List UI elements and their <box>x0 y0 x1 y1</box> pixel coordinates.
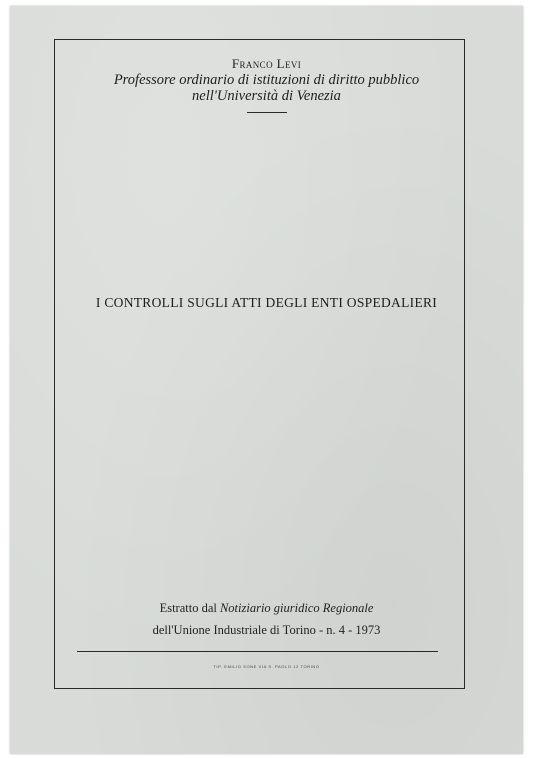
journal-name: Notiziario giuridico Regionale <box>219 601 374 615</box>
author-role-line-1: Professore ordinario di istituzioni di diritto pubblico <box>113 72 420 88</box>
extract-line-2: dell'Unione Industriale di Torino - n. 4 - 1973 <box>152 623 381 637</box>
document-title: I CONTROLLI SUGLI ATTI DEGLI ENTI OSPEDALIERI <box>95 295 438 310</box>
footer-rule <box>77 651 438 652</box>
extract-note <box>0 597 533 641</box>
printer-imprint: TIP. EMILIO SONE VIA S. PAOLO 12 TORINO <box>213 664 320 669</box>
author-separator-rule <box>247 112 287 113</box>
author-name: Franco Levi <box>231 56 302 71</box>
extract-line-1 <box>0 597 533 619</box>
document-page <box>10 6 523 754</box>
author-block <box>0 56 533 113</box>
page-border-frame <box>54 39 465 689</box>
author-role-line-2: nell'Università di Venezia <box>192 88 341 104</box>
extract-prefix: Estratto dal <box>159 601 220 615</box>
